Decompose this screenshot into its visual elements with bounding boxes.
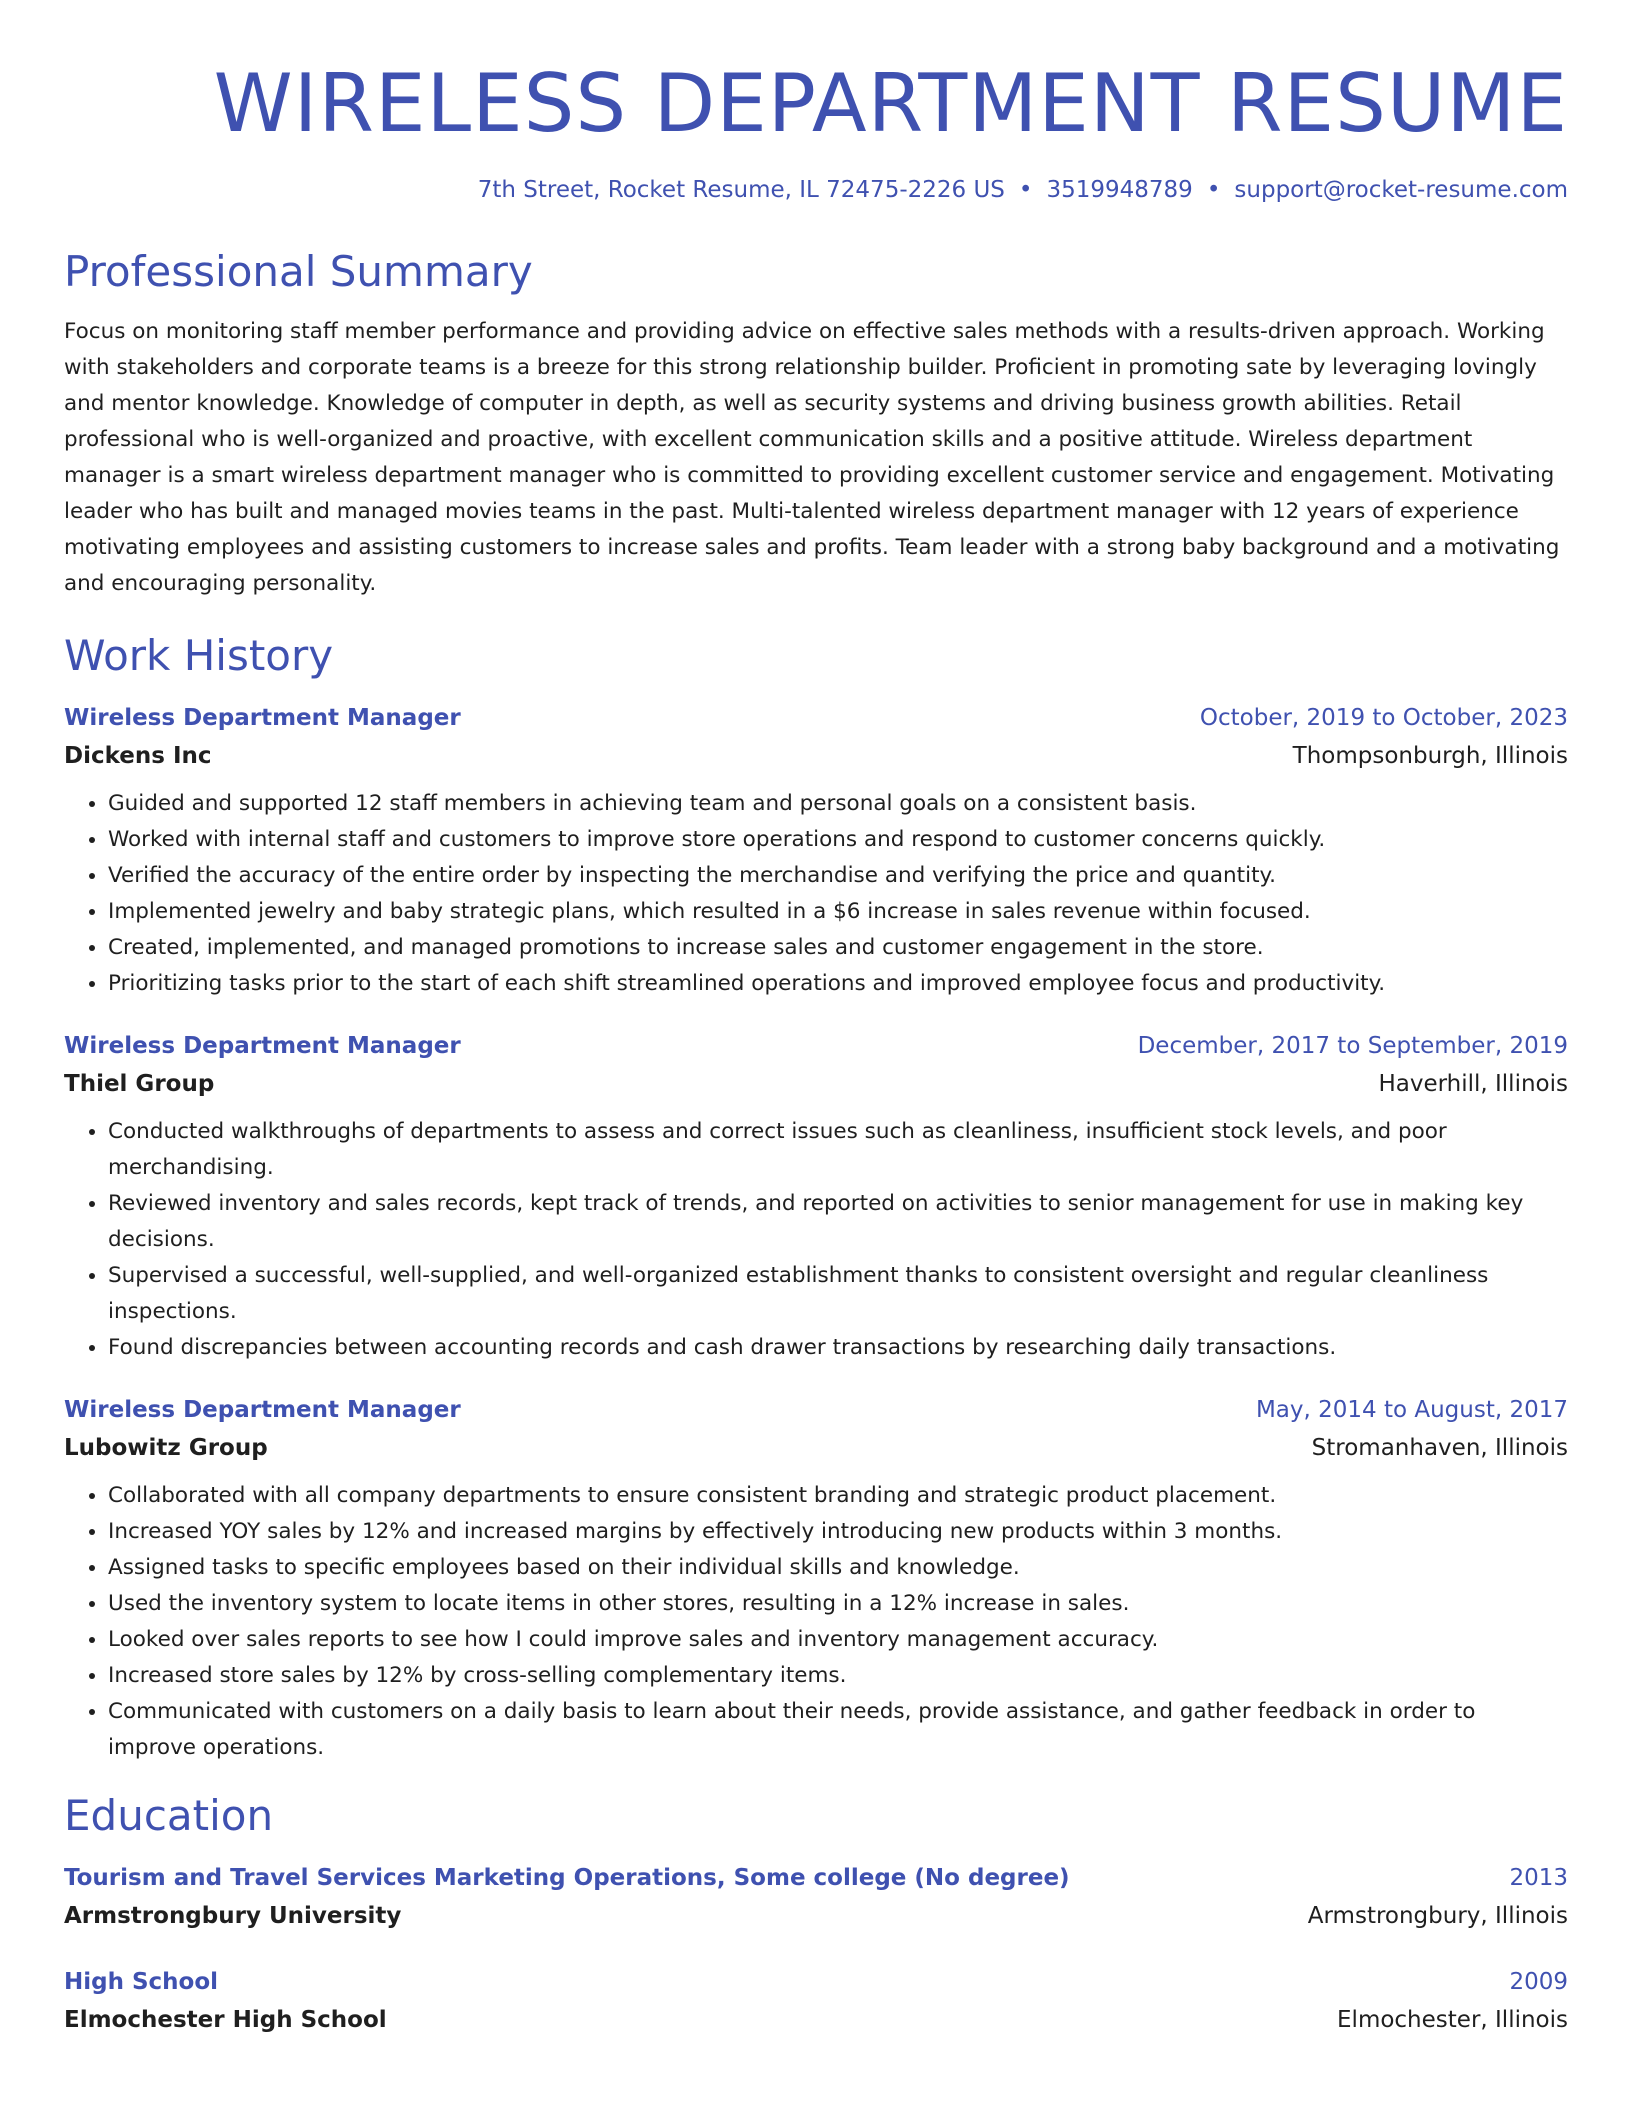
job-bullet: • Supervised a successful, well-supplied, and well-organized establishment thanks to consistent oversight and regular cleanliness inspections. [108,1258,1568,1330]
job-location: Stromanhaven, Illinois [1311,1435,1568,1461]
job-header-row [64,700,1568,736]
education-location: Armstrongbury, Illinois [1307,1903,1568,1929]
education-year: 2013 [1509,1865,1568,1891]
education-school-row [64,2000,1568,2040]
job-company: Thiel Group [64,1071,215,1097]
job-bullet: • Guided and supported 12 staff members in achieving team and personal goals on a consistent basis. [108,786,1568,822]
work-history-section [64,630,1568,1766]
job-company-row [64,1428,1568,1468]
contact-address: 7th Street, Rocket Resume, IL 72475-2226 US [477,177,1005,203]
job-bullet: • Reviewed inventory and sales records, kept track of trends, and reported on activities to senior management for use in making key decisions. [108,1186,1568,1258]
education-school: Elmochester High School [64,2007,387,2033]
job-entry [64,700,1568,1002]
education-entry [64,1964,1568,2040]
education-heading: Education [64,1791,274,1840]
job-dates: May, 2014 to August, 2017 [1255,1397,1568,1423]
job-bullet: • Looked over sales reports to see how I could improve sales and inventory management accuracy. [108,1622,1568,1658]
job-bullet: • Found discrepancies between accounting records and cash drawer transactions by researching daily transactions. [108,1330,1568,1366]
job-bullet: • Worked with internal staff and customers to improve store operations and respond to customer concerns quickly. [108,822,1568,858]
job-bullet: • Prioritizing tasks prior to the start of each shift streamlined operations and improved employee focus and productivity. [108,966,1568,1002]
education-degree: High School [64,1969,219,1995]
education-header-row [64,1964,1568,2000]
job-bullet: • Used the inventory system to locate items in other stores, resulting in a 12% increase in sales. [108,1586,1568,1622]
job-bullets [64,786,1568,1002]
education-school: Armstrongbury University [64,1903,402,1929]
job-title: Wireless Department Manager [64,1397,461,1423]
education-school-row [64,1896,1568,1936]
education-entry [64,1860,1568,1936]
job-bullet: • Communicated with customers on a daily basis to learn about their needs, provide assistance, and gather feedback in order to improve operations. [108,1694,1568,1766]
job-bullet: • Increased YOY sales by 12% and increased margins by effectively introducing new products within 3 months. [108,1514,1568,1550]
job-company: Dickens Inc [64,743,212,769]
job-bullets [64,1114,1568,1366]
contact-separator: • [1206,177,1221,203]
job-location: Thompsonburgh, Illinois [1292,743,1568,769]
contact-email: support@rocket-resume.com [1234,177,1568,203]
job-bullet: • Conducted walkthroughs of departments to assess and correct issues such as cleanliness, insufficient stock levels, and poor merchandising. [108,1114,1568,1186]
job-header-row [64,1392,1568,1428]
job-bullet: • Verified the accuracy of the entire order by inspecting the merchandise and verifying the price and quantity. [108,858,1568,894]
job-bullet: • Collaborated with all company departments to ensure consistent branding and strategic product placement. [108,1478,1568,1514]
job-dates: December, 2017 to September, 2019 [1137,1033,1568,1059]
resume-title: WIRELESS DEPARTMENT RESUME [213,57,1568,150]
job-company-row [64,736,1568,776]
job-bullet: • Increased store sales by 12% by cross-selling complementary items. [108,1658,1568,1694]
job-location: Haverhill, Illinois [1378,1071,1568,1097]
job-header-row [64,1028,1568,1064]
job-dates: October, 2019 to October, 2023 [1199,705,1568,731]
job-title: Wireless Department Manager [64,1033,461,1059]
contact-separator: • [1018,177,1033,203]
job-company-row [64,1064,1568,1104]
job-bullet: • Assigned tasks to specific employees based on their individual skills and knowledge. [108,1550,1568,1586]
contact-phone: 3519948789 [1046,177,1193,203]
job-title: Wireless Department Manager [64,705,461,731]
education-degree: Tourism and Travel Services Marketing Operations, Some college (No degree) [64,1865,1070,1891]
resume-header [64,56,1568,206]
contact-line [64,174,1568,206]
job-entry [64,1028,1568,1366]
summary-heading: Professional Summary [64,247,533,296]
education-header-row [64,1860,1568,1896]
job-entry [64,1392,1568,1766]
summary-text: Focus on monitoring staff member performance and providing advice on effective sales methods with a results-driven approach. Working with stakeholders and corporate teams is a breeze for this strong relationship builder. Proficient in promoting sate by leveraging lovingly and mentor knowledge. Knowledge of computer in depth, as well as security systems and driving business growth abilities. Retail professional who is well-organized and proactive, with excellent communication skills and a positive attitude. Wireless department manager is a smart wireless department manager who is committed to providing excellent customer service and engagement. Motivating leader who has built and managed movies teams in the past. Multi-talented wireless department manager with 12 years of experience motivating employees and assisting customers to increase sales and profits. Team leader with a strong baby background and a motivating and encouraging personality. [64,319,1560,596]
job-bullet: • Implemented jewelry and baby strategic plans, which resulted in a $6 increase in sales revenue within focused. [108,894,1568,930]
education-section [64,1790,1568,2040]
job-bullets [64,1478,1568,1766]
job-company: Lubowitz Group [64,1435,268,1461]
education-location: Elmochester, Illinois [1337,2007,1568,2033]
education-year: 2009 [1509,1969,1568,1995]
job-bullet: • Created, implemented, and managed promotions to increase sales and customer engagement in the store. [108,930,1568,966]
work-history-heading: Work History [64,631,334,680]
summary-section [64,246,1568,602]
